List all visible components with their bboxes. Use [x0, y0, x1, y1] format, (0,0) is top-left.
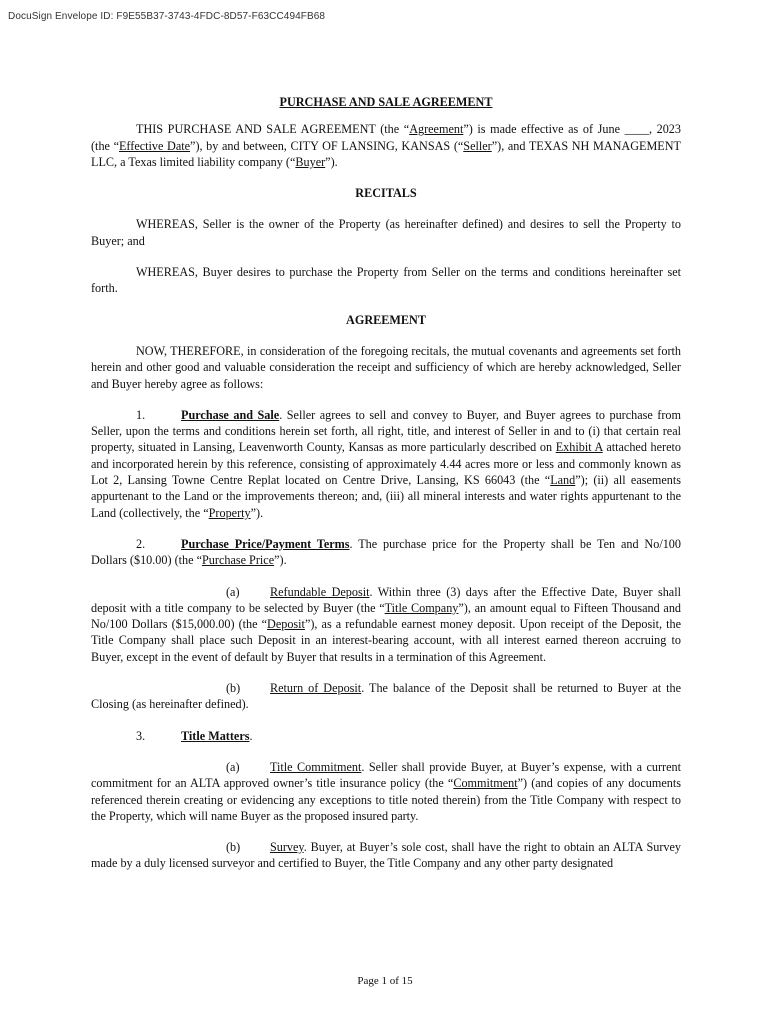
section-number: 2.: [136, 536, 146, 551]
section-number: 1.: [136, 407, 146, 422]
agreement-heading: AGREEMENT: [346, 312, 426, 327]
subsection-heading: Return of Deposit: [270, 681, 362, 696]
intro-paragraph: THIS PURCHASE AND SALE AGREEMENT (the “Agreement”) is made effective as of June ____, 2023 (the “Effective Date”), by and between, CITY OF LANSING, KANSAS (“Seller”), and TEXAS NH MANAGEMENT LLC, a Texas limited liability company (“Buyer”).: [91, 122, 681, 169]
defined-term-deposit: Deposit: [267, 617, 305, 632]
exhibit-a-reference: Exhibit A: [555, 440, 603, 455]
subsection-label: (b): [226, 840, 241, 855]
defined-term-purchase-price: Purchase Price: [202, 553, 275, 568]
recital-whereas-1: WHEREAS, Seller is the owner of the Property (as hereinafter defined) and desires to sell the Property to Buyer; and: [91, 217, 681, 248]
section-heading: Purchase and Sale: [181, 407, 280, 422]
subsection-label: (a): [226, 759, 240, 774]
defined-term-effective-date: Effective Date: [118, 138, 191, 153]
subsection-heading: Survey: [270, 840, 304, 855]
now-therefore-paragraph: NOW, THEREFORE, in consideration of the foregoing recitals, the mutual covenants and agreements set forth herein and other good and valuable consideration the receipt and sufficiency of which are hereby acknowledged, Seller and Buyer hereby agree as follows:: [91, 343, 681, 391]
section-2-purchase-price: 2. Purchase Price/Payment Terms. The purchase price for the Property shall be Ten and No/100 Dollars ($10.00) (the “Purchase Price”).: [91, 536, 681, 568]
defined-term-title-company: Title Company: [384, 600, 459, 615]
defined-term-seller: Seller: [463, 138, 492, 153]
subsection-heading: Refundable Deposit: [270, 584, 370, 599]
section-number: 3.: [136, 728, 146, 743]
defined-term-agreement: Agreement: [409, 122, 464, 137]
recital-whereas-2: WHEREAS, Buyer desires to purchase the Property from Seller on the terms and conditions hereinafter set forth.: [91, 265, 681, 296]
recitals-heading: RECITALS: [355, 186, 417, 201]
section-heading: Title Matters: [181, 728, 250, 743]
subsection-label: (b): [226, 681, 241, 696]
docusign-envelope-id: DocuSign Envelope ID: F9E55B37-3743-4FDC-8D57-F63CC494FB68: [8, 11, 326, 22]
section-3-title-matters: 3. Title Matters.: [136, 728, 253, 743]
subsection-heading: Title Commitment: [270, 759, 362, 774]
section-2b-return-of-deposit: (b) Return of Deposit. The balance of the Deposit shall be returned to Buyer at the Closing (as hereinafter defined).: [91, 681, 681, 712]
document-page: [91, 94, 681, 887]
subsection-label: (a): [226, 584, 240, 599]
section-3b-survey: (b) Survey. Buyer, at Buyer’s sole cost, shall have the right to obtain an ALTA Survey made by a duly licensed surveyor and certified to Buyer, the Title Company and any other party designated: [91, 840, 681, 871]
defined-term-commitment: Commitment: [453, 776, 518, 791]
section-3a-title-commitment: (a) Title Commitment. Seller shall provide Buyer, at Buyer’s expense, with a current commitment for an ALTA approved owner’s title insurance policy (the “Commitment”) (and copies of any documents referenced therein creating or evidencing any exceptions to title noted therein) from the Title Company with respect to the Property, which will name Buyer as the proposed insured party.: [91, 759, 681, 823]
page-number-footer: Page 1 of 15: [357, 975, 413, 987]
defined-term-land: Land: [550, 473, 576, 488]
section-heading: Purchase Price/Payment Terms: [181, 536, 350, 551]
document-title: PURCHASE AND SALE AGREEMENT: [279, 95, 493, 109]
section-2a-refundable-deposit: (a) Refundable Deposit. Within three (3) days after the Effective Date, Buyer shall deposit with a title company to be selected by Buyer (the “Title Company”), an amount equal to Fifteen Thousand and No/100 Dollars ($15,000.00) (the “Deposit”), as a refundable earnest money deposit. Upon receipt of the Deposit, the Title Company shall place such Deposit in an interest-bearing account, with all interest earned thereon accruing to Buyer, except in the event of default by Buyer that results in a termination of this Agreement.: [91, 584, 682, 664]
defined-term-buyer: Buyer: [295, 154, 326, 169]
section-1-purchase-and-sale: 1. Purchase and Sale. Seller agrees to sell and convey to Buyer, and Buyer agrees to purchase from Seller, upon the terms and conditions herein set forth, all right, title, and interest of Seller in and to (i) that certain real property, situated in Lansing, Leavenworth County, Kansas as more particularly described on Exhibit A attached hereto and incorporated herein by this reference, consisting of approximately 4.44 acres more or less and commonly known as Lot 2, Lansing Towne Centre Replat located on Centre Drive, Lansing, KS 66043 (the “Land”); (ii) all easements appurtenant to the Land or the improvements thereon; and, (iii) all mineral interests and water rights appurtenant to the Land (collectively, the “Property”).: [91, 407, 681, 520]
defined-term-property: Property: [208, 505, 251, 520]
